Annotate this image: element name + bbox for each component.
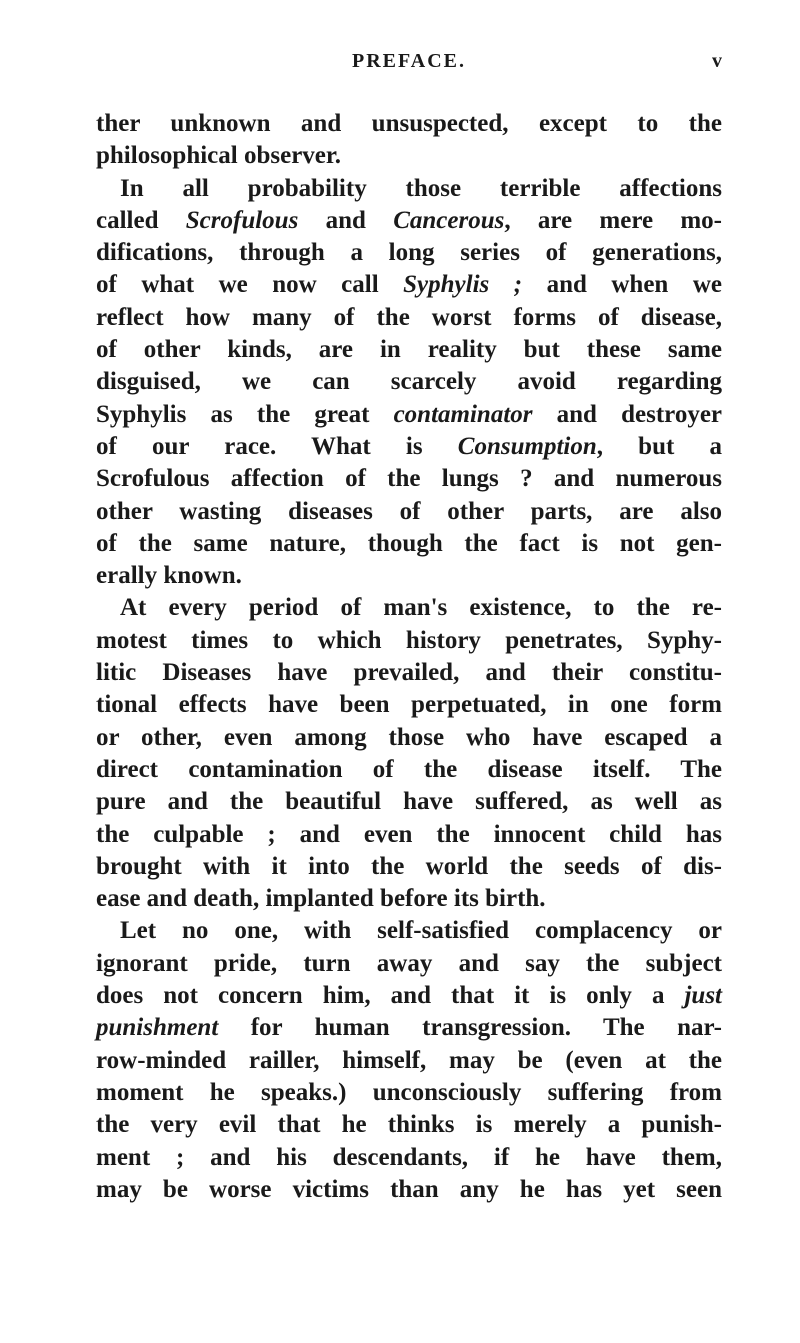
text-line: row-minded railler, himself, may be (even at the	[96, 1046, 722, 1074]
text-line: Scrofulous affection of the lungs ? and numerous	[96, 465, 722, 493]
text-line: ther unknown and unsuspected, except to the	[96, 110, 722, 137]
text-line: of the same nature, though the fact is not gen-	[96, 529, 722, 557]
text-line	[96, 431, 722, 463]
text-line: brought with it into the world the seeds of dis-	[96, 852, 722, 880]
text-line: ignorant pride, turn away and say the subject	[96, 949, 722, 977]
text-line: pure and the beautiful have suffered, as well as	[96, 788, 722, 816]
text-line: the culpable ; and even the innocent child has	[96, 820, 722, 848]
body-text	[96, 108, 722, 1206]
text-line: disguised, we can scarcely avoid regarding	[96, 368, 722, 396]
text-line: the very evil that he thinks is merely a punish-	[96, 1111, 722, 1139]
text-line	[96, 980, 722, 1012]
text-span: and destroyer	[532, 400, 723, 428]
page-number: v	[712, 50, 722, 72]
text-line: moment he speaks.) unconsciously suffering from	[96, 1078, 722, 1106]
text-line: philosophical observer.	[96, 142, 341, 170]
text-span: called	[96, 206, 186, 234]
text-line: litic Diseases have prevailed, and their constitu-	[96, 659, 722, 687]
text-line: may be worse victims than any he has yet seen	[96, 1175, 722, 1203]
text-span: does not concern him, and that it is only a	[96, 982, 685, 1010]
text-line: ment ; and his descendants, if he have them,	[96, 1143, 722, 1171]
text-span: and when we	[522, 271, 722, 299]
text-span: , but a	[596, 432, 722, 460]
text-line: difications, through a long series of generations,	[96, 239, 722, 267]
text-line	[96, 269, 722, 301]
italic-text: Syphylis ;	[403, 271, 523, 299]
text-span: and	[298, 206, 394, 234]
text-line: In all probability those terrible affections	[120, 174, 722, 202]
text-line: At every period of man's existence, to the re-	[120, 594, 722, 622]
italic-text: contaminator	[393, 400, 533, 428]
text-line	[96, 1012, 722, 1044]
italic-text: Scrofulous	[185, 206, 299, 234]
text-line: ease and death, implanted before its birth.	[96, 885, 546, 913]
running-title: PREFACE.	[352, 50, 466, 72]
text-line: direct contamination of the disease itself. The	[96, 755, 722, 783]
text-span: Syphylis as the great	[96, 400, 394, 428]
text-span: of our race. What is	[96, 432, 458, 460]
text-span: of what we now call	[96, 271, 404, 299]
text-line	[96, 205, 722, 237]
text-span: for human transgression. The nar-	[218, 1014, 722, 1042]
text-line: of other kinds, are in reality but these same	[96, 336, 722, 364]
italic-text: Consumption	[457, 432, 597, 460]
text-line: or other, even among those who have escaped a	[96, 723, 722, 751]
italic-text: punishment	[96, 1014, 219, 1042]
text-line: reflect how many of the worst forms of disease,	[96, 303, 722, 331]
text-line	[96, 399, 722, 431]
text-line: tional effects have been perpetuated, in one form	[96, 691, 722, 719]
text-line: Let no one, with self-satisfied complacency or	[120, 917, 722, 945]
text-span: , are mere mo-	[504, 206, 722, 234]
text-line: other wasting diseases of other parts, are also	[96, 497, 722, 525]
italic-text: Cancerous	[393, 206, 505, 234]
text-line: erally known.	[96, 562, 242, 590]
italic-text: just	[684, 982, 722, 1010]
text-line: motest times to which history penetrates, Syphy-	[96, 626, 722, 654]
running-header	[96, 50, 722, 80]
